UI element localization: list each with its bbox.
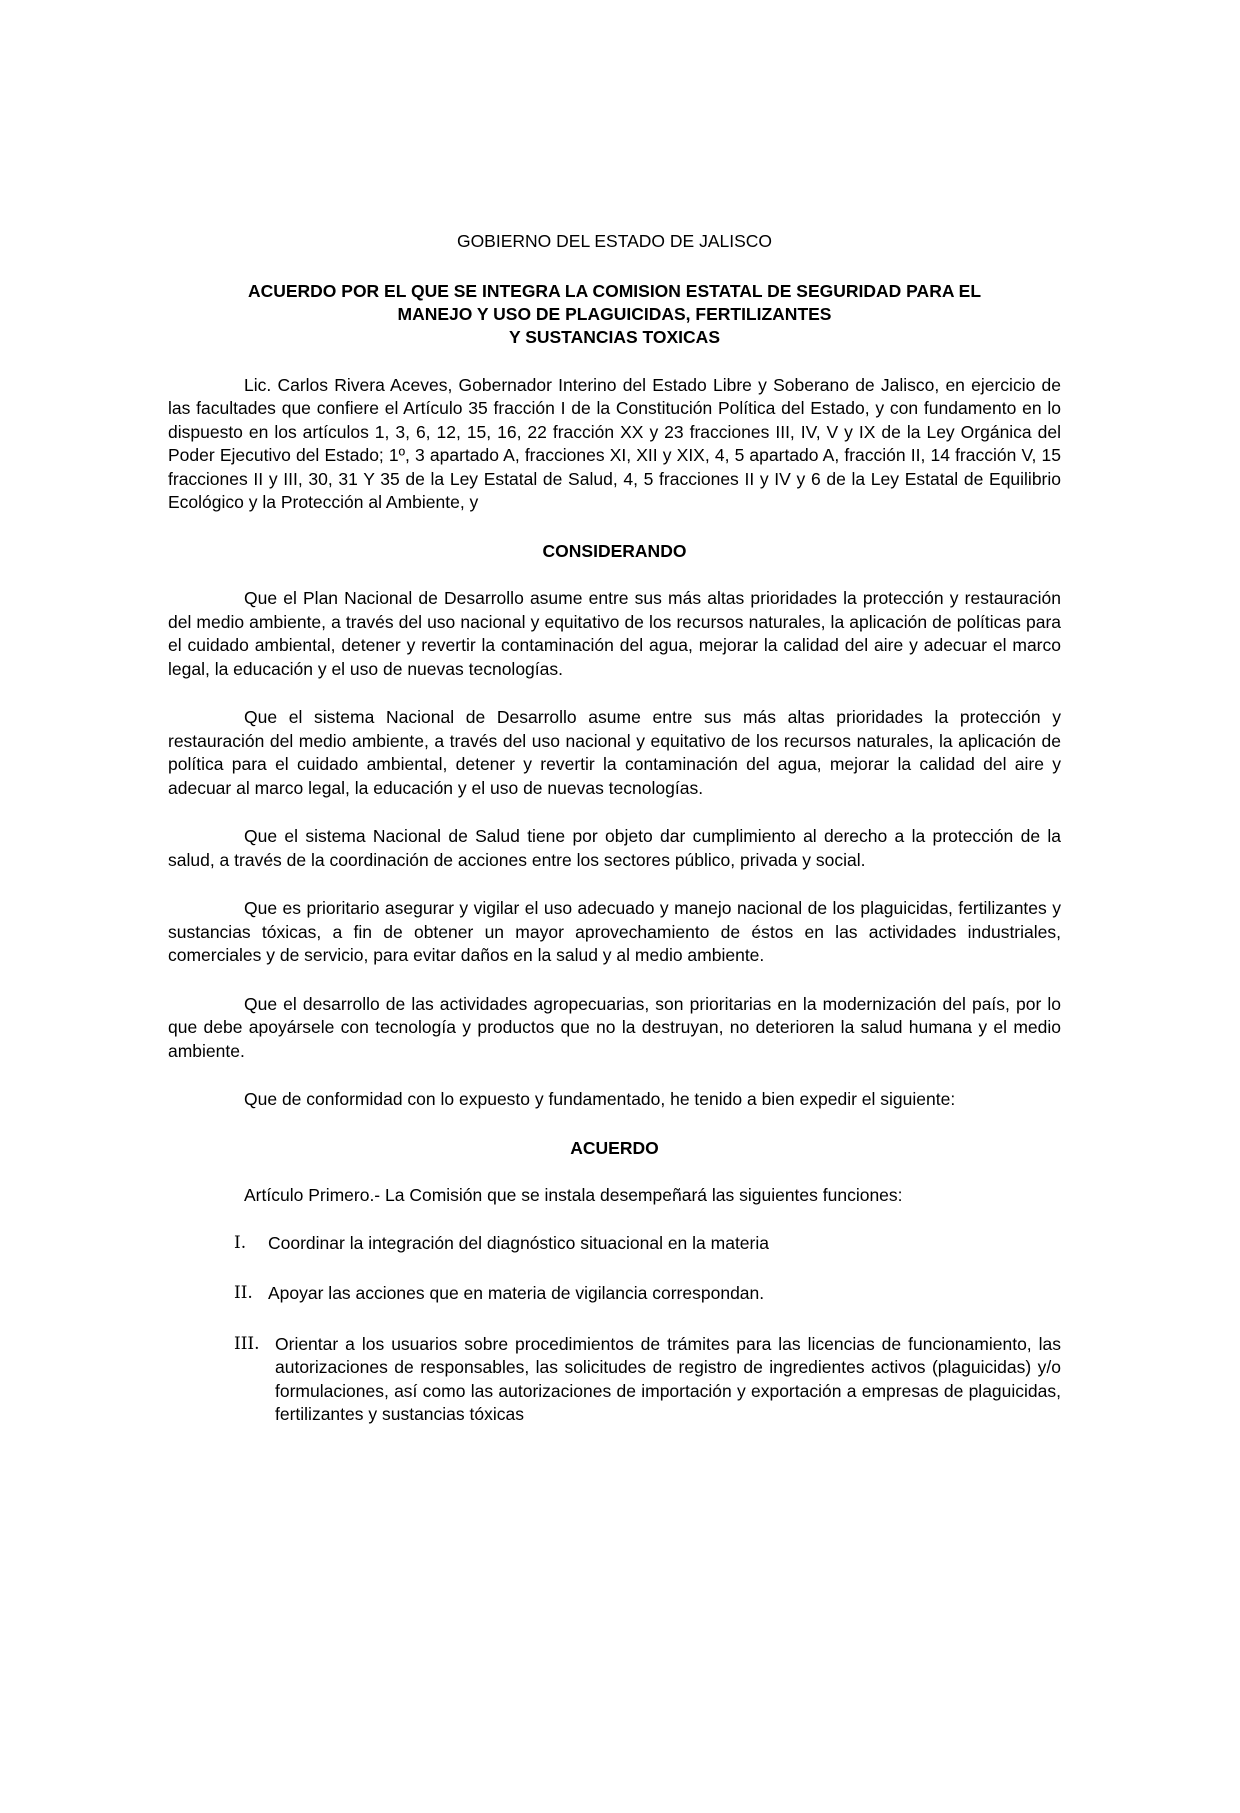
title-line: ACUERDO POR EL QUE SE INTEGRA LA COMISION ESTATAL DE SEGURIDAD PARA EL [247, 280, 982, 301]
government-header: GOBIERNO DEL ESTADO DE JALISCO [456, 231, 773, 251]
considerando-paragraph: Que el sistema Nacional de Salud tiene por objeto dar cumplimiento al derecho a la protección de la salud, a través de la coordinación de acciones entre los sectores público, privada y social. [168, 826, 1061, 870]
function-item [234, 1232, 1061, 1256]
function-number: II. [234, 1283, 253, 1303]
function-number: I. [234, 1232, 247, 1253]
function-item [234, 1333, 1061, 1427]
function-text: Orientar a los usuarios sobre procedimientos de trámites para las licencias de funcionamiento, las autorizaciones de responsables, las solicitudes de registro de ingredientes activos (plaguicidas) y/o formulaciones, así como las autorizaciones de importación y exportación a empresas de plaguicidas, fertilizantes y sustancias tóxicas [275, 1333, 1061, 1424]
considerando-paragraph: Que el desarrollo de las actividades agropecuarias, son prioritarias en la modernización del país, por lo que debe apoyársele con tecnología y productos que no la destruyan, no deterioren la salud humana y el medio ambiente. [168, 993, 1061, 1061]
title-line: Y SUSTANCIAS TOXICAS [508, 326, 720, 347]
considerando-paragraph: Que de conformidad con lo expuesto y fundamentado, he tenido a bien expedir el siguiente: [244, 1089, 956, 1109]
preamble-paragraph: Lic. Carlos Rivera Aceves, Gobernador Interino del Estado Libre y Soberano de Jalisco, en ejercicio de las facultades que confiere el Artículo 35 fracción I de la Constitución Política del Estado, y con fundamento en lo dispuesto en los artículos 1, 3, 6, 12, 15, 16, 22 fracción XX y 23 fracciones III, IV, V y IX de la Ley Orgánica del Poder Ejecutivo del Estado; 1º, 3 apartado A, fracciones XI, XII y XIX, 4, 5 apartado A, fracción II, 14 fracción V, 15 fracciones II y III, 30, 31 Y 35 de la Ley Estatal de Salud, 4, 5 fracciones II y IV y 6 de la Ley Estatal de Equilibrio Ecológico y la Protección al Ambiente, y [168, 374, 1061, 512]
document-page [168, 230, 1061, 1454]
considerando-paragraph: Que el sistema Nacional de Desarrollo asume entre sus más altas prioridades la protección y restauración del medio ambiente, a través del uso nacional y equitativo de los recursos naturales, la aplicación de política para el cuidado ambiental, detener y revertir la contaminación del agua, mejorar la calidad del aire y adecuar al marco legal, la educación y el uso de nuevas tecnologías. [168, 707, 1061, 798]
function-number: III. [234, 1333, 260, 1354]
function-item [234, 1282, 1061, 1306]
considerando-paragraph: Que el Plan Nacional de Desarrollo asume entre sus más altas prioridades la protección y restauración del medio ambiente, a través del uso nacional y equitativo de los recursos naturales, la aplicación de políticas para el cuidado ambiental, detener y revertir la contaminación del agua, mejorar la calidad del aire y adecuar el marco legal, la educación y el uso de nuevas tecnologías. [168, 588, 1061, 679]
document-title [168, 280, 1061, 349]
function-text: Apoyar las acciones que en materia de vigilancia correspondan. [268, 1283, 765, 1303]
function-text: Coordinar la integración del diagnóstico situacional en la materia [268, 1232, 769, 1253]
considerando-paragraph: Que es prioritario asegurar y vigilar el uso adecuado y manejo nacional de los plaguicidas, fertilizantes y sustancias tóxicas, a fin de obtener un mayor aprovechamiento de éstos en las actividades industriales, comerciales y de servicio, para evitar daños en la salud y al medio ambiente. [168, 898, 1061, 965]
article-primero-intro: Artículo Primero.- La Comisión que se instala desempeñará las siguientes funciones: [244, 1185, 903, 1205]
title-line: MANEJO Y USO DE PLAGUICIDAS, FERTILIZANTES [397, 303, 832, 324]
acuerdo-heading: ACUERDO [570, 1137, 659, 1158]
considerando-heading: CONSIDERANDO [542, 540, 687, 561]
